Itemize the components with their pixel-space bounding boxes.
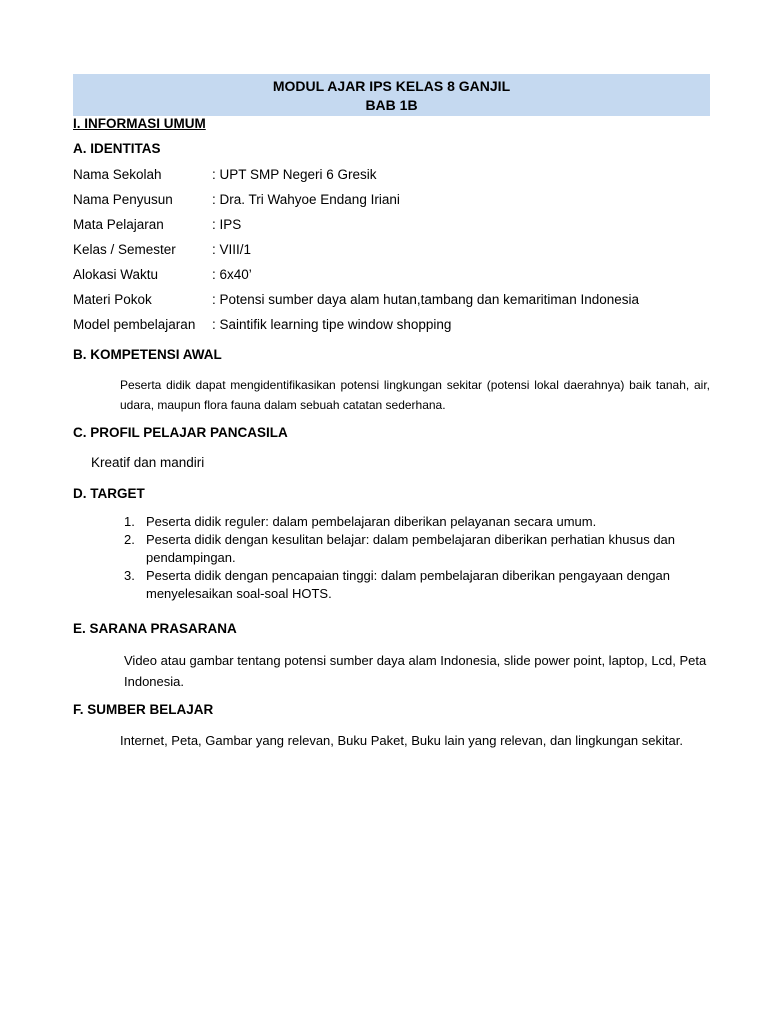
heading-sarana-prasarana: E. SARANA PRASARANA <box>73 621 237 636</box>
sumber-text: Internet, Peta, Gambar yang relevan, Buku Paket, Buku lain yang relevan, dan lingkungan sekitar. <box>120 733 683 748</box>
identity-label: Mata Pelajaran <box>73 217 164 232</box>
kompetensi-text: Peserta didik dapat mengidentifikasikan potensi lingkungan sekitar (potensi lokal daerahnya) baik tanah, air, udara, maupun flora fauna dalam sebuah catatan sederhana. <box>120 378 710 412</box>
list-text: Peserta didik dengan kesulitan belajar: dalam pembelajaran diberikan perhatian khusus dan pendampingan. <box>146 532 676 565</box>
identity-value: : UPT SMP Negeri 6 Gresik <box>212 167 377 182</box>
identity-value: : Saintifik learning tipe window shopping <box>212 317 452 332</box>
document-title: MODUL AJAR IPS KELAS 8 GANJIL <box>272 78 511 94</box>
list-text: Peserta didik dengan pencapaian tinggi: dalam pembelajaran diberikan pengayaan dengan menyelesaikan soal-soal HOTS. <box>146 568 670 601</box>
list-number: 3. <box>124 568 135 583</box>
list-item <box>120 531 700 567</box>
identity-value: : IPS <box>212 217 242 232</box>
list-number: 2. <box>124 532 135 547</box>
identity-row <box>73 167 713 182</box>
document-subtitle: BAB 1B <box>365 97 418 113</box>
target-list <box>120 513 700 603</box>
heading-sumber-belajar: F. SUMBER BELAJAR <box>73 702 214 717</box>
identity-value: : Potensi sumber daya alam hutan,tambang dan kemaritiman Indonesia <box>212 292 639 307</box>
identity-label: Kelas / Semester <box>73 242 176 257</box>
heading-kompetensi-awal: B. KOMPETENSI AWAL <box>73 347 222 362</box>
list-item <box>120 567 700 603</box>
identity-value: : VIII/1 <box>212 242 252 257</box>
heading-identitas: A. IDENTITAS <box>73 141 161 156</box>
identity-row <box>73 267 713 282</box>
identity-row <box>73 317 713 332</box>
heading-profil-pelajar: C. PROFIL PELAJAR PANCASILA <box>73 425 288 440</box>
document-title-box <box>73 74 710 116</box>
identity-row <box>73 192 713 207</box>
list-number: 1. <box>124 514 135 529</box>
sarana-text: Video atau gambar tentang potensi sumber daya alam Indonesia, slide power point, laptop, Lcd, Peta Indonesia. <box>124 653 707 689</box>
identity-row <box>73 292 713 307</box>
identity-label: Materi Pokok <box>73 292 152 307</box>
identity-label: Model pembelajaran <box>73 317 196 332</box>
identity-row <box>73 242 713 257</box>
identity-row <box>73 217 713 232</box>
section-informasi-umum: I. INFORMASI UMUM <box>73 116 206 131</box>
identity-label: Nama Sekolah <box>73 167 162 182</box>
heading-target: D. TARGET <box>73 486 145 501</box>
identity-label: Alokasi Waktu <box>73 267 159 282</box>
list-text: Peserta didik reguler: dalam pembelajaran diberikan pelayanan secara umum. <box>146 514 597 529</box>
identity-value: : 6x40’ <box>212 267 252 282</box>
list-item <box>120 513 700 531</box>
profil-text: Kreatif dan mandiri <box>91 455 205 470</box>
identity-value: : Dra. Tri Wahyoe Endang Iriani <box>212 192 400 207</box>
identity-label: Nama Penyusun <box>73 192 173 207</box>
